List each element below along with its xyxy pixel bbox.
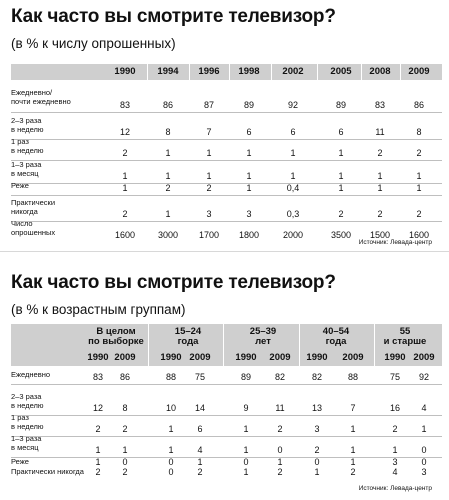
table-cell: 9 [243, 403, 249, 413]
table-cell: 2 [377, 209, 383, 219]
table-cell: 1 [350, 424, 356, 434]
table-cell: 2 [122, 424, 128, 434]
table-cell: 2 [350, 467, 356, 477]
table-cell: 3 [421, 467, 427, 477]
table-cell: 0 [314, 457, 320, 467]
table-cell: 2 [314, 445, 320, 455]
table-cell: 1 [421, 424, 427, 434]
table-subtitle: (в % к числу опрошенных) [11, 36, 176, 51]
column-separator [317, 64, 318, 80]
table-cell: 2 [122, 148, 128, 158]
table-cell: 1 [122, 171, 128, 181]
row-rule [11, 415, 442, 416]
table-cell: 1 [243, 467, 249, 477]
table-cell: 2 [377, 148, 383, 158]
table-cell: 86 [119, 372, 130, 382]
table-cell: 1 [95, 445, 101, 455]
table-cell: 10 [165, 403, 176, 413]
table-cell: 1 [277, 457, 283, 467]
table-cell: 11 [375, 127, 385, 137]
row-label: Ежедневно/ почти ежедневно [11, 88, 71, 106]
table-cell: 1 [246, 148, 252, 158]
table-cell: 2000 [282, 230, 304, 240]
table-cell: 16 [389, 403, 400, 413]
row-label: 1 раз в неделю [11, 137, 44, 155]
table-cell: 3 [246, 209, 252, 219]
table-cell: 1 [377, 171, 383, 181]
table-cell: 6 [290, 127, 296, 137]
column-separator [400, 64, 401, 80]
table-cell: 2 [392, 424, 398, 434]
table-cell: 12 [92, 403, 103, 413]
table-cell: 1 [165, 148, 171, 158]
table-cell: 2 [197, 467, 203, 477]
column-separator [189, 64, 190, 80]
row-label: 1–3 раза в месяц [11, 160, 42, 178]
table-cell: 8 [416, 127, 422, 137]
table-cell: 1800 [238, 230, 260, 240]
table-cell: 83 [119, 100, 130, 110]
table-cell: 0 [277, 445, 283, 455]
table-cell: 1 [197, 457, 203, 467]
table-cell: 75 [389, 372, 400, 382]
source-note: Источник: Левада-центр [358, 485, 432, 492]
table-cell: 1 [290, 148, 296, 158]
row-label: Число опрошенных [11, 219, 56, 237]
group-header: 55 и старше [383, 326, 427, 347]
table-cell: 1 [165, 209, 171, 219]
row-label: 1–3 раза в месяц [11, 434, 42, 452]
table-cell: 1 [243, 424, 249, 434]
table-cell: 87 [203, 100, 214, 110]
column-header: 2008 [369, 66, 391, 77]
row-label: 2–3 раза в неделю [11, 116, 44, 134]
row-label: Практически никогда [11, 467, 84, 476]
table-subtitle: (в % к возрастным группам) [11, 302, 186, 317]
table-cell: 1 [350, 457, 356, 467]
table-cell: 1 [392, 445, 398, 455]
year-header: 2009 [189, 352, 211, 363]
table-cell: 3000 [157, 230, 179, 240]
table-cell: 1 [206, 148, 212, 158]
table-cell: 0 [168, 457, 174, 467]
group-header: 25–39 лет [249, 326, 277, 347]
table-cell: 0 [243, 457, 249, 467]
table-cell: 89 [335, 100, 346, 110]
year-header: 1990 [160, 352, 182, 363]
table-cell: 1 [122, 183, 128, 193]
table-cell: 92 [418, 372, 429, 382]
table-cell: 86 [413, 100, 424, 110]
row-label: 2–3 раза в неделю [11, 392, 44, 410]
table-cell: 4 [421, 403, 427, 413]
column-separator [147, 64, 148, 80]
table-cell: 1 [338, 183, 344, 193]
table-cell: 86 [162, 100, 173, 110]
table-cell: 14 [194, 403, 205, 413]
year-header: 2009 [342, 352, 364, 363]
table-cell: 0 [421, 445, 427, 455]
table-cell: 1600 [114, 230, 136, 240]
row-rule [11, 112, 442, 113]
table-cell: 92 [287, 100, 298, 110]
table-cell: 2 [416, 209, 422, 219]
table-cell: 83 [92, 372, 103, 382]
row-label: Ежедневно [11, 370, 51, 379]
table-cell: 2 [122, 467, 128, 477]
column-separator [271, 64, 272, 80]
table-cell: 6 [246, 127, 252, 137]
source-note: Источник: Левада-центр [358, 239, 432, 246]
table-title: Как часто вы смотрите телевизор? [11, 6, 336, 27]
column-separator [361, 64, 362, 80]
row-label: Практически никогда [11, 198, 56, 216]
table-cell: 1 [246, 183, 252, 193]
row-rule [11, 139, 442, 140]
table-cell: 1700 [198, 230, 220, 240]
column-header: 1996 [198, 66, 220, 77]
year-header: 2009 [413, 352, 435, 363]
column-header: 2005 [330, 66, 352, 77]
table-cell: 13 [311, 403, 322, 413]
table-cell: 2 [206, 183, 212, 193]
column-header: 1990 [114, 66, 136, 77]
table-cell: 3 [314, 424, 320, 434]
row-rule [11, 221, 442, 222]
table-cell: 1 [416, 171, 422, 181]
table-cell: 1 [206, 171, 212, 181]
column-header-band [11, 64, 442, 80]
table-cell: 0,3 [286, 209, 300, 219]
table-cell: 89 [243, 100, 254, 110]
table-cell: 2 [122, 209, 128, 219]
row-rule [11, 436, 442, 437]
table-cell: 1 [377, 183, 383, 193]
row-rule [11, 457, 442, 458]
table-cell: 2 [165, 183, 171, 193]
table-cell: 0 [421, 457, 427, 467]
year-header: 1990 [235, 352, 257, 363]
row-label: 1 раз в неделю [11, 413, 44, 431]
row-label: Реже [11, 181, 29, 190]
column-separator [223, 324, 224, 366]
table-cell: 11 [275, 403, 285, 413]
table-cell: 1 [243, 445, 249, 455]
panel-divider [0, 251, 449, 252]
table-cell: 0 [168, 467, 174, 477]
row-label: Реже [11, 457, 29, 466]
column-separator [148, 324, 149, 366]
table-by-age [3, 266, 446, 496]
column-header: 1994 [157, 66, 179, 77]
table-cell: 82 [311, 372, 322, 382]
row-rule [11, 195, 442, 196]
group-header: В целом по выборке [88, 326, 144, 347]
table-by-year [3, 6, 446, 246]
table-cell: 8 [165, 127, 171, 137]
table-cell: 88 [347, 372, 358, 382]
table-cell: 3500 [330, 230, 352, 240]
table-cell: 2 [277, 424, 283, 434]
table-cell: 1 [338, 171, 344, 181]
row-rule [11, 160, 442, 161]
column-header: 2002 [282, 66, 304, 77]
table-cell: 1 [314, 467, 320, 477]
year-header: 1990 [384, 352, 406, 363]
table-cell: 2 [95, 467, 101, 477]
table-cell: 89 [240, 372, 251, 382]
table-cell: 7 [206, 127, 212, 137]
column-separator [374, 324, 375, 366]
table-cell: 1 [290, 171, 296, 181]
table-cell: 75 [194, 372, 205, 382]
column-header-band [11, 324, 442, 366]
table-cell: 0,4 [286, 183, 300, 193]
table-cell: 1 [122, 445, 128, 455]
table-cell: 4 [197, 445, 203, 455]
table-cell: 6 [338, 127, 344, 137]
column-header: 1998 [238, 66, 260, 77]
table-cell: 88 [165, 372, 176, 382]
table-cell: 83 [374, 100, 385, 110]
table-cell: 1 [95, 457, 101, 467]
row-rule [11, 384, 442, 385]
year-header: 1990 [306, 352, 328, 363]
table-cell: 2 [338, 209, 344, 219]
year-header: 2009 [269, 352, 291, 363]
year-header: 1990 [87, 352, 109, 363]
table-cell: 6 [197, 424, 203, 434]
table-cell: 1 [168, 424, 174, 434]
column-separator [299, 324, 300, 366]
table-cell: 2 [277, 467, 283, 477]
table-cell: 0 [122, 457, 128, 467]
table-cell: 8 [122, 403, 128, 413]
table-cell: 1 [416, 183, 422, 193]
table-cell: 1 [338, 148, 344, 158]
table-cell: 1 [246, 171, 252, 181]
column-separator [229, 64, 230, 80]
table-cell: 12 [119, 127, 130, 137]
table-cell: 82 [274, 372, 285, 382]
table-cell: 3 [392, 457, 398, 467]
year-header: 2009 [114, 352, 136, 363]
table-cell: 1500 [369, 230, 391, 240]
table-cell: 2 [416, 148, 422, 158]
column-header: 2009 [408, 66, 430, 77]
group-header: 15–24 года [174, 326, 202, 347]
table-title: Как часто вы смотрите телевизор? [11, 272, 336, 293]
table-cell: 4 [392, 467, 398, 477]
table-cell: 1600 [408, 230, 430, 240]
table-cell: 1 [168, 445, 174, 455]
group-header: 40–54 года [322, 326, 350, 347]
table-cell: 2 [95, 424, 101, 434]
table-cell: 3 [206, 209, 212, 219]
table-cell: 1 [350, 445, 356, 455]
table-cell: 1 [165, 171, 171, 181]
table-cell: 7 [350, 403, 356, 413]
